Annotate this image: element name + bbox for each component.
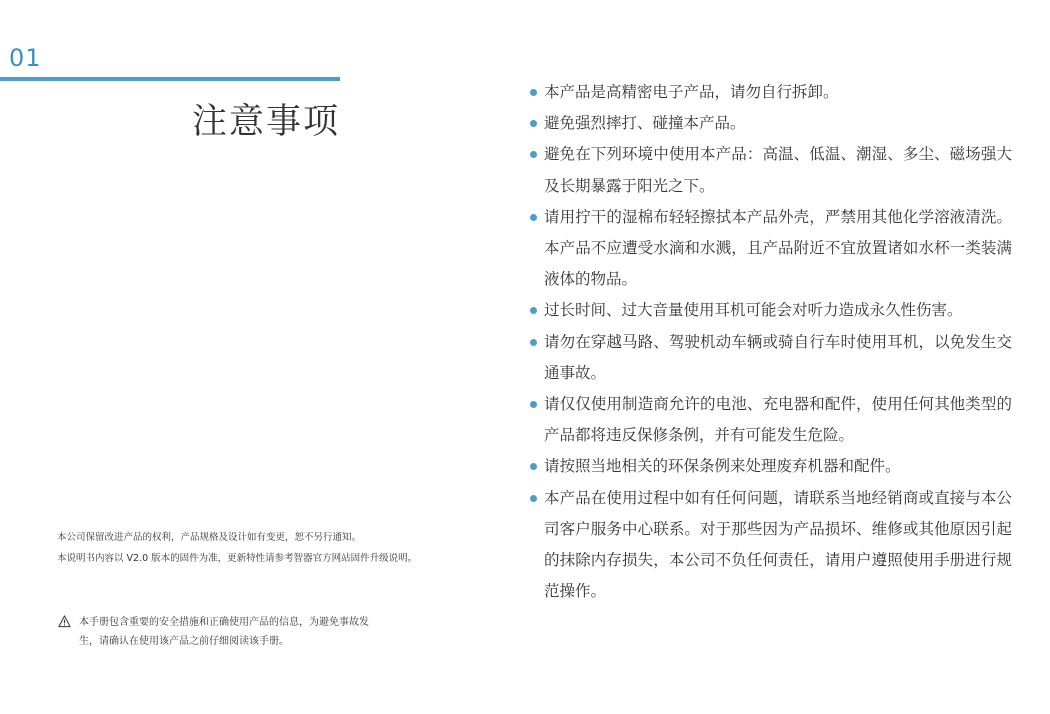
precaution-item [530,295,1012,326]
warning-triangle-icon [58,615,71,628]
precaution-text: 避免在下列环境中使用本产品：高温、低温、潮湿、多尘、磁场强大及长期暴露于阳光之下。 [544,145,1012,195]
precaution-text: 请按照当地相关的环保条例来处理废弃机器和配件。 [544,457,901,476]
precaution-text: 本产品是高精密电子产品，请勿自行拆卸。 [544,83,839,101]
bullet-icon [530,307,537,314]
precaution-item [530,451,1012,482]
precaution-text: 请勿在穿越马路、驾驶机动车辆或骑自行车时使用耳机，以免发生交通事故。 [544,332,1012,382]
precaution-item [530,389,1012,451]
precaution-item [530,139,1012,201]
precaution-item [530,108,1012,139]
bullet-icon [530,120,537,127]
precaution-text: 避免强烈摔打、碰撞本产品。 [544,114,746,133]
bullet-icon [530,401,537,408]
footnotes [57,527,417,569]
precaution-text: 本产品在使用过程中如有任何问题，请联系当地经销商或直接与本公司客户服务中心联系。对于那些因为产品损坏、维修或其他原因引起的抹除内存损失，本公司不负任何责任，请用户遵照使用手册进行规范操作。 [544,488,1012,601]
warning-notice [58,613,378,651]
precaution-text: 请仅仅使用制造商允许的电池、充电器和配件，使用任何其他类型的产品都将违反保修条例，并有可能发生危险。 [544,395,1012,445]
precautions-list [530,77,1012,607]
bullet-icon [530,89,537,96]
bullet-icon [530,495,537,502]
footnote-rights: 本公司保留改进产品的权利，产品规格及设计如有变更，恕不另行通知。 [57,532,362,543]
footnote-firmware: 本说明书内容以 V2.0 版本的固件为准，更新特性请参考智器官方网站固件升级说明。 [57,553,418,564]
section-title: 注意事项 [191,102,340,142]
bullet-icon [530,151,537,158]
title-rule [0,77,340,81]
precaution-item [530,483,1012,608]
bullet-icon [530,463,537,470]
precaution-text: 过长时间、过大音量使用耳机可能会对听力造成永久性伤害。 [544,301,963,320]
page-number: 01 [9,44,42,72]
warning-text: 本手册包含重要的安全措施和正确使用产品的信息，为避免事故发生，请确认在使用该产品之前仔细阅读该手册。 [79,617,369,647]
precaution-text: 请用拧干的湿棉布轻轻擦拭本产品外壳，严禁用其他化学溶液清洗。本产品不应遭受水滴和水溅，且产品附近不宜放置诸如水杯一类装满液体的物品。 [544,207,1012,289]
bullet-icon [530,339,537,346]
precaution-item [530,202,1012,296]
precaution-item [530,327,1012,389]
bullet-icon [530,214,537,221]
precaution-item [530,77,1012,108]
